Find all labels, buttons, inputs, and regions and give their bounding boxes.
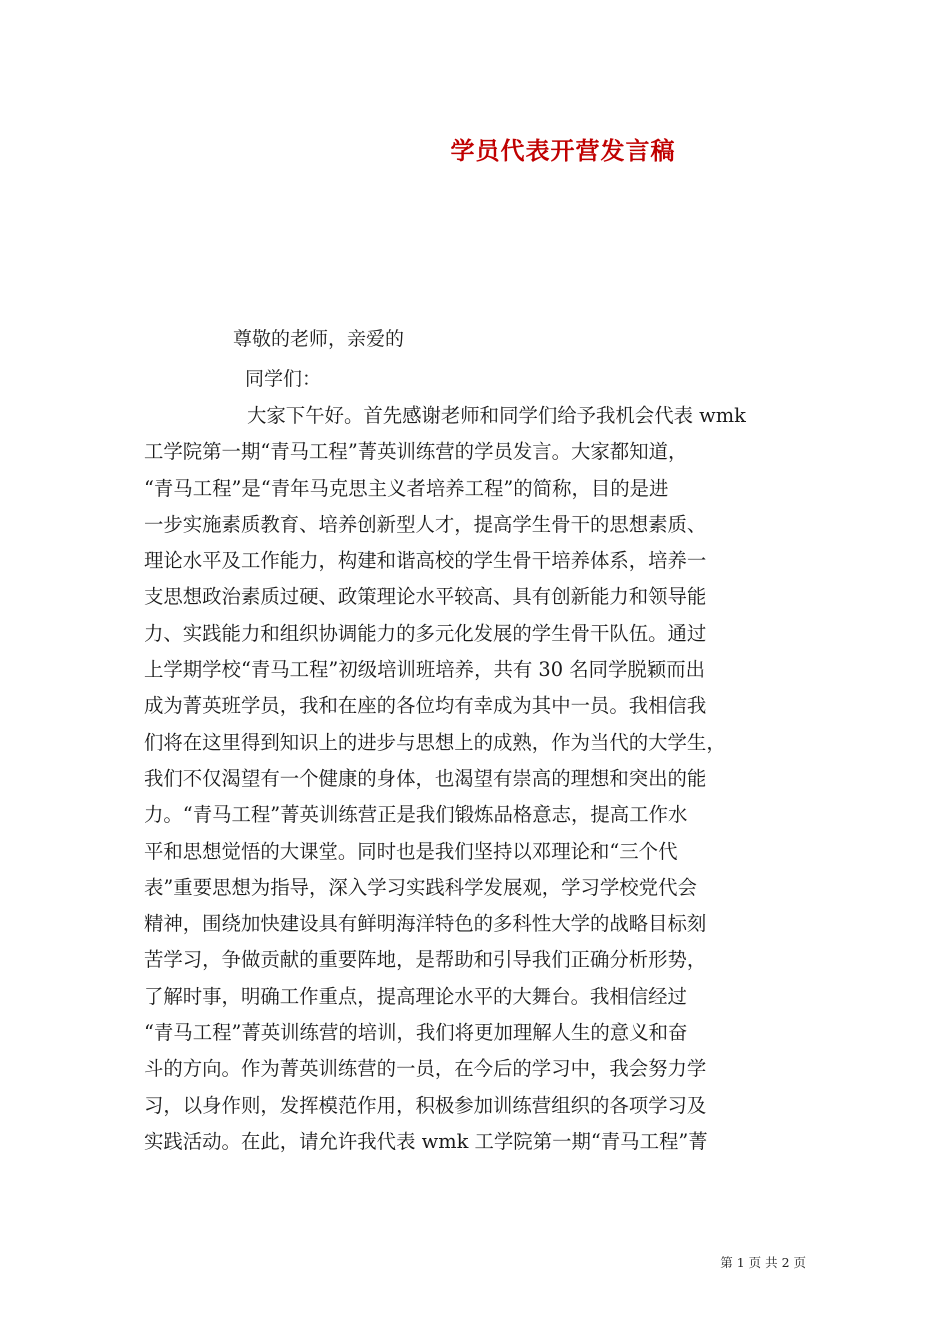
body-line: 精神，围绕加快建设具有鲜明海洋特色的多科性大学的战略目标刻 bbox=[144, 912, 707, 936]
body-line: 大家下午好。首先感谢老师和同学们给予我机会代表 wmk bbox=[247, 404, 746, 427]
page-number-footer: 第 1 页 共 2 页 bbox=[720, 1255, 806, 1270]
body-line: 支思想政治素质过硬、政策理论水平较高、具有创新能力和领导能 bbox=[144, 585, 707, 609]
body-text bbox=[144, 398, 814, 1160]
body-line: 我们不仅渴望有一个健康的身体，也渴望有崇高的理想和突出的能 bbox=[144, 766, 707, 790]
body-line: “青马工程”是“青年马克思主义者培养工程”的简称，目的是进 bbox=[144, 476, 669, 500]
body-line: 了解时事，明确工作重点，提高理论水平的大舞台。我相信经过 bbox=[144, 984, 687, 1008]
body-line: 表”重要思想为指导，深入学习实践科学发展观，学习学校党代会 bbox=[144, 875, 697, 899]
body-line: 习，以身作则，发挥模范作用，积极参加训练营组织的各项学习及 bbox=[144, 1093, 707, 1117]
body-line: 力、实践能力和组织协调能力的多元化发展的学生骨干队伍。通过 bbox=[144, 621, 707, 645]
body-line: 平和思想觉悟的大课堂。同时也是我们坚持以邓理论和“三个代 bbox=[144, 839, 678, 863]
salutation-line-2: 同学们： bbox=[245, 368, 322, 390]
body-line: 工学院第一期“青马工程”菁英训练营的学员发言。大家都知道， bbox=[144, 440, 688, 464]
body-line: 们将在这里得到知识上的进步与思想上的成熟，作为当代的大学生， bbox=[144, 730, 726, 754]
body-line: 上学期学校“青马工程”初级培训班培养，共有 30 名同学脱颖而出 bbox=[144, 658, 705, 682]
body-line: “青马工程”菁英训练营的培训，我们将更加理解人生的意义和奋 bbox=[144, 1021, 688, 1045]
body-line: 苦学习，争做贡献的重要阵地，是帮助和引导我们正确分析形势， bbox=[144, 948, 707, 972]
body-line: 理论水平及工作能力，构建和谐高校的学生骨干培养体系，培养一 bbox=[144, 549, 707, 573]
body-line: 成为菁英班学员，我和在座的各位均有幸成为其中一员。我相信我 bbox=[144, 694, 707, 718]
salutation-line-1: 尊敬的老师，亲爱的 bbox=[233, 328, 405, 350]
body-line: 力。“青马工程”菁英训练营正是我们锻炼品格意志，提高工作水 bbox=[144, 803, 688, 827]
body-line: 实践活动。在此，请允许我代表 wmk 工学院第一期“青马工程”菁 bbox=[144, 1129, 708, 1153]
document-title: 学员代表开营发言稿 bbox=[450, 137, 676, 165]
body-line: 斗的方向。作为菁英训练营的一员，在今后的学习中，我会努力学 bbox=[144, 1057, 707, 1081]
body-line: 一步实施素质教育、培养创新型人才，提高学生骨干的思想素质、 bbox=[144, 512, 707, 536]
